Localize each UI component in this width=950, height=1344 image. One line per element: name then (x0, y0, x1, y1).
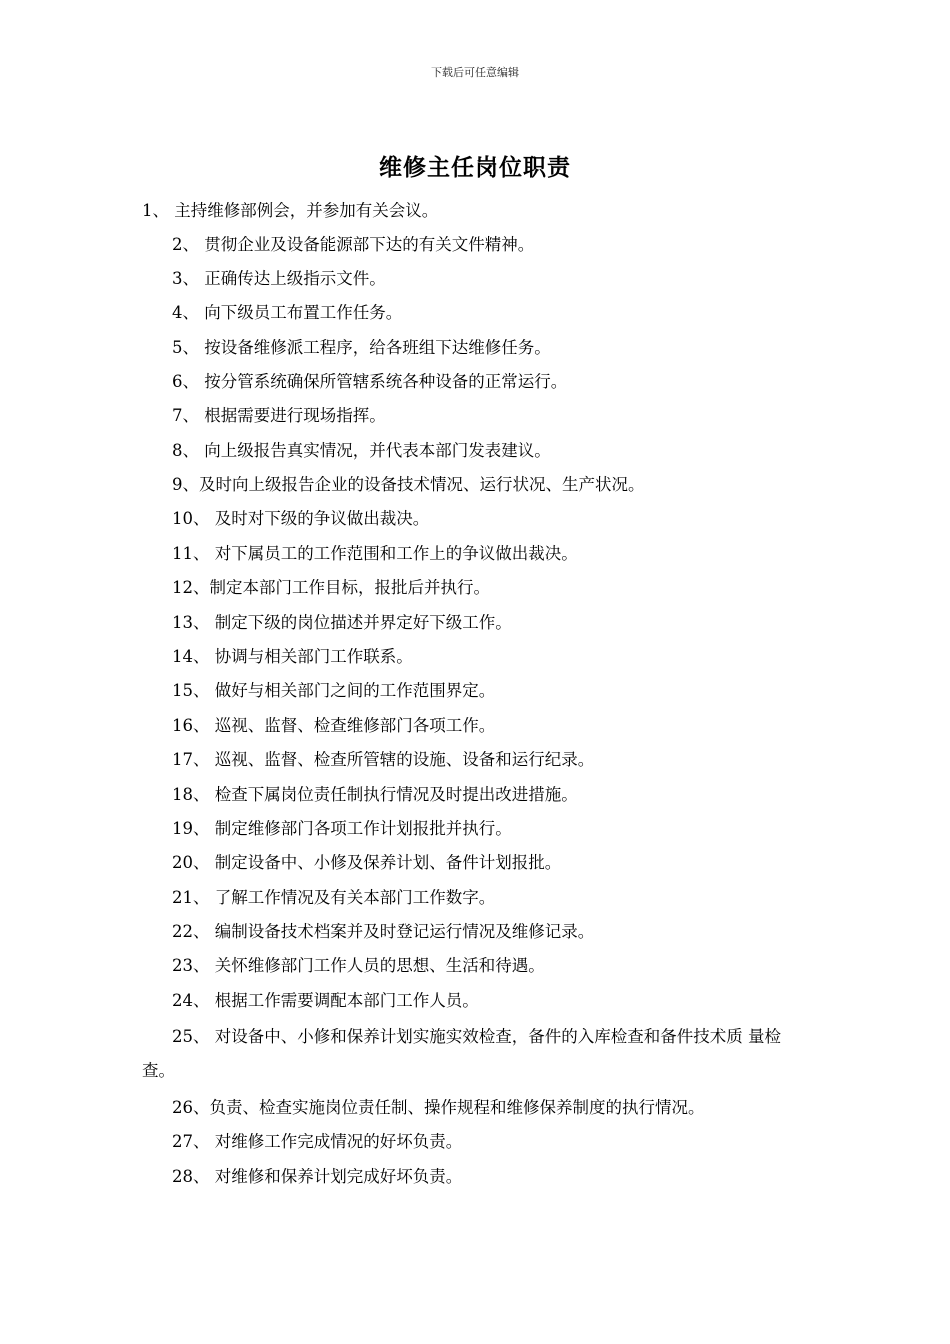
list-item: 15、 做好与相关部门之间的工作范围界定。 (172, 681, 496, 700)
list-item: 18、 检查下属岗位责任制执行情况及时提出改进措施。 (172, 785, 578, 804)
document-title: 维修主任岗位职责 (379, 154, 571, 181)
list-item: 8、 向上级报告真实情况，并代表本部门发表建议。 (172, 441, 551, 460)
list-item: 25、 对设备中、小修和保养计划实施实效检查，备件的入库检查和备件技术质 量检查。 (142, 1027, 781, 1080)
list-item: 3、 正确传达上级指示文件。 (172, 269, 386, 288)
list-item: 10、 及时对下级的争议做出裁决。 (172, 509, 430, 528)
list-item: 11、 对下属员工的工作范围和工作上的争议做出裁决。 (172, 544, 578, 563)
list-item: 19、 制定维修部门各项工作计划报批并执行。 (172, 819, 512, 838)
list-item: 23、 关怀维修部门工作人员的思想、生活和待遇。 (172, 956, 545, 975)
list-item: 22、 编制设备技术档案并及时登记运行情况及维修记录。 (172, 922, 595, 941)
list-item: 14、 协调与相关部门工作联系。 (172, 647, 413, 666)
list-item: 2、 贯彻企业及设备能源部下达的有关文件精神。 (172, 235, 535, 254)
list-item: 16、 巡视、监督、检查维修部门各项工作。 (172, 716, 496, 735)
list-item: 26、负责、检查实施岗位责任制、操作规程和维修保养制度的执行情况。 (172, 1098, 705, 1117)
list-item: 12、制定本部门工作目标，报批后并执行。 (172, 578, 490, 597)
list-item: 6、 按分管系统确保所管辖系统各种设备的正常运行。 (172, 372, 568, 391)
list-item: 24、 根据工作需要调配本部门工作人员。 (172, 991, 479, 1010)
list-item: 1、 主持维修部例会，并参加有关会议。 (142, 201, 439, 220)
list-item: 20、 制定设备中、小修及保养计划、备件计划报批。 (172, 853, 562, 872)
list-item: 21、 了解工作情况及有关本部门工作数字。 (172, 888, 496, 907)
list-item: 27、 对维修工作完成情况的好坏负责。 (172, 1132, 463, 1151)
list-item: 28、 对维修和保养计划完成好坏负责。 (172, 1167, 463, 1186)
list-item: 17、 巡视、监督、检查所管辖的设施、设备和运行纪录。 (172, 750, 595, 769)
list-item: 9、及时向上级报告企业的设备技术情况、运行状况、生产状况。 (172, 475, 645, 494)
list-item: 7、 根据需要进行现场指挥。 (172, 406, 386, 425)
list-item: 13、 制定下级的岗位描述并界定好下级工作。 (172, 613, 512, 632)
list-item: 5、 按设备维修派工程序，给各班组下达维修任务。 (172, 338, 551, 357)
header-note: 下载后可任意编辑 (431, 66, 519, 79)
list-item: 4、 向下级员工布置工作任务。 (172, 303, 403, 322)
